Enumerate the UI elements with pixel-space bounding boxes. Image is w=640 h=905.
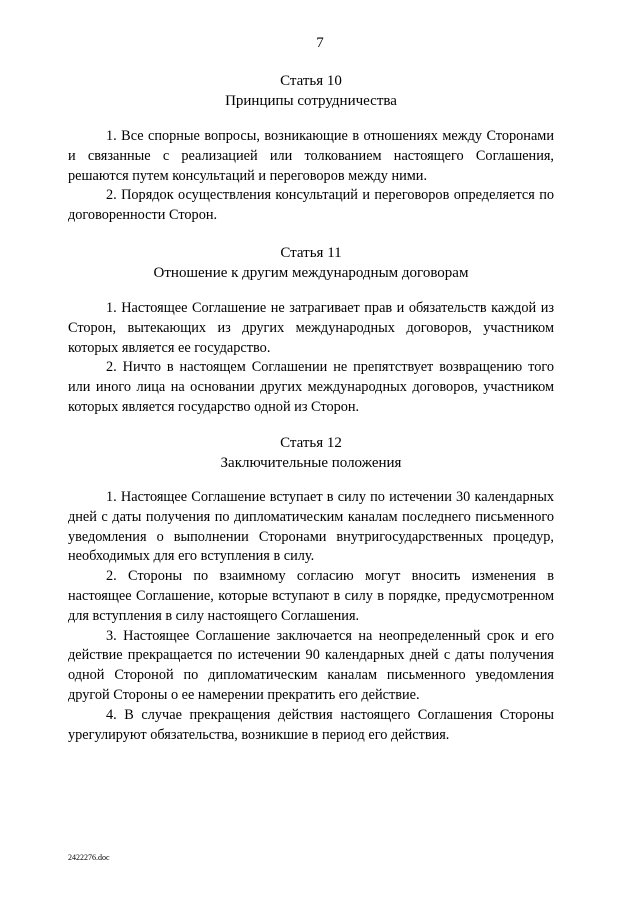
article-title: Заключительные положения (220, 455, 402, 471)
file-name-footer: 2422276.doc (68, 853, 110, 862)
paragraph: 1. Все спорные вопросы, возникающие в отношениях между Сторонами и связанные с реализацией или толкованием настоящего Соглашения, решаются путем консультаций и переговоров между ними. (68, 128, 554, 184)
article-12-body (68, 488, 554, 745)
paragraph: 3. Настоящее Соглашение заключается на неопределенный срок и его действие прекращается по истечении 90 календарных дней с даты получения одной Стороной по дипломатическим каналам письменного уведомления другой Стороны о ее намерении прекратить его действие. (68, 627, 554, 703)
article-11-body (68, 299, 554, 418)
article-number: Статья 11 (280, 245, 342, 261)
paragraph: 2. Порядок осуществления консультаций и переговоров определяется по договоренности Сторон. (68, 187, 554, 224)
article-12-heading (68, 433, 554, 473)
paragraph: 1. Настоящее Соглашение вступает в силу по истечении 30 календарных дней с даты получения по дипломатическим каналам последнего письменного уведомления о выполнении Сторонами внутригосударственных процедур, необходимых для его вступления в силу. (68, 489, 554, 565)
paragraph: 4. В случае прекращения действия настоящего Соглашения Стороны урегулируют обязательства, возникшие в период его действия. (68, 706, 554, 743)
article-11-heading (68, 243, 554, 283)
article-number: Статья 12 (280, 435, 342, 451)
article-title: Принципы сотрудничества (225, 93, 397, 109)
paragraph: 2. Ничто в настоящем Соглашении не препятствует возвращению того или иного лица на основании других международных договоров, участником которых является государство одной из Сторон. (68, 359, 554, 415)
article-title: Отношение к другим международным договорам (153, 265, 469, 281)
article-number: Статья 10 (280, 73, 342, 89)
page-number: 7 (316, 35, 324, 51)
paragraph: 1. Настоящее Соглашение не затрагивает прав и обязательств каждой из Сторон, вытекающих из других международных договоров, участником которых является ее государство. (68, 300, 554, 356)
article-10-heading (68, 71, 554, 111)
article-10-body (68, 127, 554, 226)
paragraph: 2. Стороны по взаимному согласию могут вносить изменения в настоящее Соглашение, которые вступают в силу в порядке, предусмотренном для вступления в силу настоящего Соглашения. (68, 568, 554, 624)
